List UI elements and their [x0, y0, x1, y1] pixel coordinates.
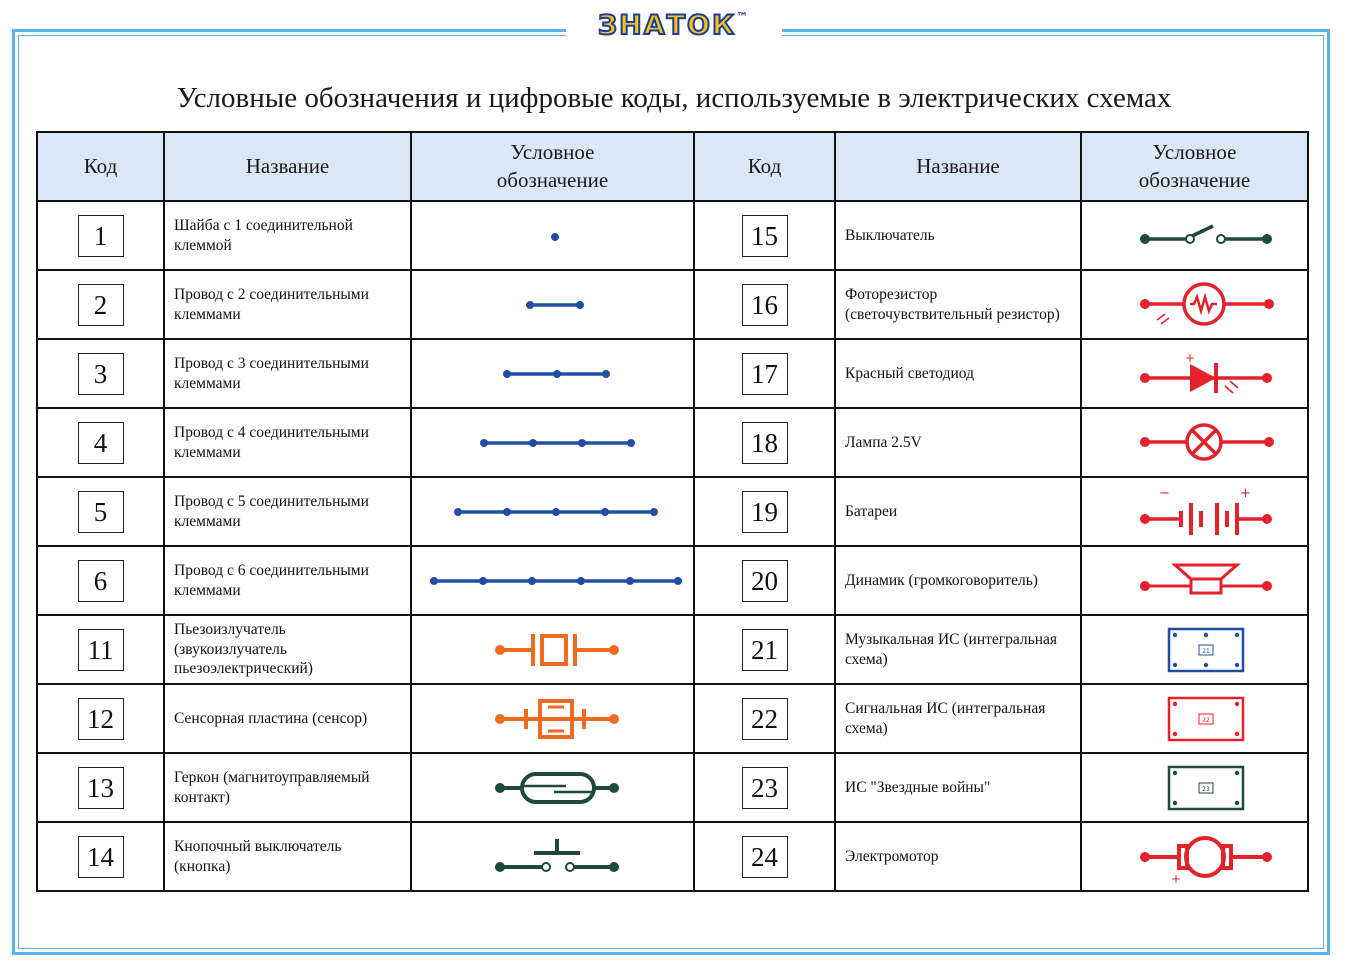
brand-logo [566, 10, 782, 44]
name-cell: Красный светодиод [835, 339, 1081, 408]
battery-plus-sign: + [1239, 485, 1251, 501]
code-cell [37, 822, 164, 891]
brand-logo-text: ЗНАТОК [597, 10, 737, 41]
code-cell [37, 477, 164, 546]
name-cell: Электромотор [835, 822, 1081, 891]
header-code: Код [37, 132, 164, 201]
header-symbol-label: Условное обозначение [1138, 140, 1251, 192]
code-cell [694, 546, 835, 615]
code-box: 17 [742, 353, 788, 395]
push-button-icon [418, 833, 688, 881]
symbol-cell [411, 270, 694, 339]
code-cell [37, 684, 164, 753]
name-cell: ИС "Звездные войны" [835, 753, 1081, 822]
code-cell [37, 408, 164, 477]
code-cell [694, 477, 835, 546]
name-cell: Кнопочный выключатель (кнопка) [164, 822, 411, 891]
motor-icon [1095, 829, 1295, 885]
code-box: 2 [78, 284, 124, 326]
name-cell: Батареи [835, 477, 1081, 546]
chip-label: 21 [1201, 647, 1210, 655]
code-cell [694, 684, 835, 753]
code-box: 22 [742, 698, 788, 740]
page-title: Условные обозначения и цифровые коды, используемые в электрических схемах [176, 82, 1172, 114]
table-row [37, 615, 1308, 684]
code-box: 11 [78, 629, 124, 671]
name-cell: Лампа 2.5V [835, 408, 1081, 477]
code-box: 16 [742, 284, 788, 326]
symbol-cell [1081, 408, 1308, 477]
code-cell [37, 270, 164, 339]
table-row [37, 270, 1308, 339]
symbol-cell [411, 408, 694, 477]
speaker-icon [1095, 559, 1295, 603]
wire-6-terminals-icon [418, 561, 688, 601]
header-symbol-label: Условное обозначение [496, 140, 609, 192]
name-cell: Провод с 6 соединительными клеммами [164, 546, 411, 615]
reed-switch-icon [418, 764, 688, 812]
chip-label: 23 [1201, 785, 1210, 793]
symbol-cell [1081, 270, 1308, 339]
code-box: 5 [78, 491, 124, 533]
signal-ic-icon [1095, 694, 1295, 744]
name-cell: Динамик (громкоговоритель) [835, 546, 1081, 615]
header-name: Название [835, 132, 1081, 201]
name-cell: Геркон (магнитоуправляемый контакт) [164, 753, 411, 822]
name-cell: Провод с 4 соединительными клеммами [164, 408, 411, 477]
touch-plate-icon [418, 695, 688, 743]
name-cell: Сенсорная пластина (сенсор) [164, 684, 411, 753]
symbol-cell [411, 477, 694, 546]
table-header-row [37, 132, 1308, 201]
washer-1-terminal-icon [418, 216, 688, 256]
table-row [37, 339, 1308, 408]
symbol-cell [411, 339, 694, 408]
code-cell [37, 201, 164, 270]
name-cell: Провод с 3 соединительными клеммами [164, 339, 411, 408]
symbol-cell [411, 615, 694, 684]
red-led-icon [1095, 349, 1295, 399]
wire-3-terminals-icon [418, 354, 688, 394]
code-box: 14 [78, 836, 124, 878]
name-cell: Выключатель [835, 201, 1081, 270]
music-ic-icon [1095, 625, 1295, 675]
name-cell: Фоторезистор (светочувствительный резистор) [835, 270, 1081, 339]
symbol-cell [1081, 201, 1308, 270]
symbol-cell [1081, 615, 1308, 684]
table-row [37, 546, 1308, 615]
symbol-cell [411, 822, 694, 891]
wire-4-terminals-icon [418, 423, 688, 463]
name-cell: Сигнальная ИС (интегральная схема) [835, 684, 1081, 753]
lamp-icon [1095, 418, 1295, 468]
chip-label: 22 [1201, 716, 1210, 724]
symbol-cell [1081, 753, 1308, 822]
header-name: Название [164, 132, 411, 201]
code-box: 4 [78, 422, 124, 464]
code-box: 20 [742, 560, 788, 602]
symbol-cell [411, 684, 694, 753]
code-cell [37, 339, 164, 408]
wire-5-terminals-icon [418, 492, 688, 532]
symbol-cell [411, 201, 694, 270]
code-box: 24 [742, 836, 788, 878]
symbol-cell [1081, 684, 1308, 753]
code-box: 23 [742, 767, 788, 809]
code-box: 13 [78, 767, 124, 809]
switch-icon [1095, 214, 1295, 258]
code-box: 1 [78, 215, 124, 257]
symbol-cell [411, 753, 694, 822]
symbol-cell [411, 546, 694, 615]
code-box: 18 [742, 422, 788, 464]
battery-icon [1095, 485, 1295, 539]
motor-plus-sign: + [1170, 871, 1181, 885]
name-cell: Музыкальная ИС (интегральная схема) [835, 615, 1081, 684]
code-cell [694, 270, 835, 339]
code-box: 12 [78, 698, 124, 740]
symbol-cell [1081, 339, 1308, 408]
code-cell [694, 822, 835, 891]
code-cell [694, 339, 835, 408]
photoresistor-icon [1095, 280, 1295, 330]
header-symbol [411, 132, 694, 201]
table-row [37, 408, 1308, 477]
symbol-cell [1081, 477, 1308, 546]
code-box: 19 [742, 491, 788, 533]
name-cell: Пьезоизлучатель (звукоизлучатель пьезоэлектрический) [164, 615, 411, 684]
wire-2-terminals-icon [418, 285, 688, 325]
code-cell [694, 201, 835, 270]
trademark-sign: ™ [736, 10, 751, 24]
code-box: 15 [742, 215, 788, 257]
name-cell: Провод с 5 соединительными клеммами [164, 477, 411, 546]
name-cell: Провод с 2 соединительными клеммами [164, 270, 411, 339]
table-row [37, 684, 1308, 753]
code-cell [694, 408, 835, 477]
code-cell [37, 615, 164, 684]
symbol-cell [1081, 546, 1308, 615]
code-cell [694, 615, 835, 684]
table-row [37, 753, 1308, 822]
header-code: Код [694, 132, 835, 201]
header-symbol [1081, 132, 1308, 201]
star-wars-ic-icon [1095, 763, 1295, 813]
code-box: 21 [742, 629, 788, 671]
name-cell: Шайба с 1 соединительной клеммой [164, 201, 411, 270]
code-box: 3 [78, 353, 124, 395]
code-cell [37, 753, 164, 822]
led-plus-sign: + [1184, 350, 1195, 365]
table-row [37, 477, 1308, 546]
symbol-cell [1081, 822, 1308, 891]
legend-table [36, 131, 1309, 892]
piezo-emitter-icon [418, 626, 688, 674]
table-row [37, 822, 1308, 891]
table-row [37, 201, 1308, 270]
code-box: 6 [78, 560, 124, 602]
battery-minus-sign: − [1158, 485, 1170, 501]
code-cell [694, 753, 835, 822]
code-cell [37, 546, 164, 615]
